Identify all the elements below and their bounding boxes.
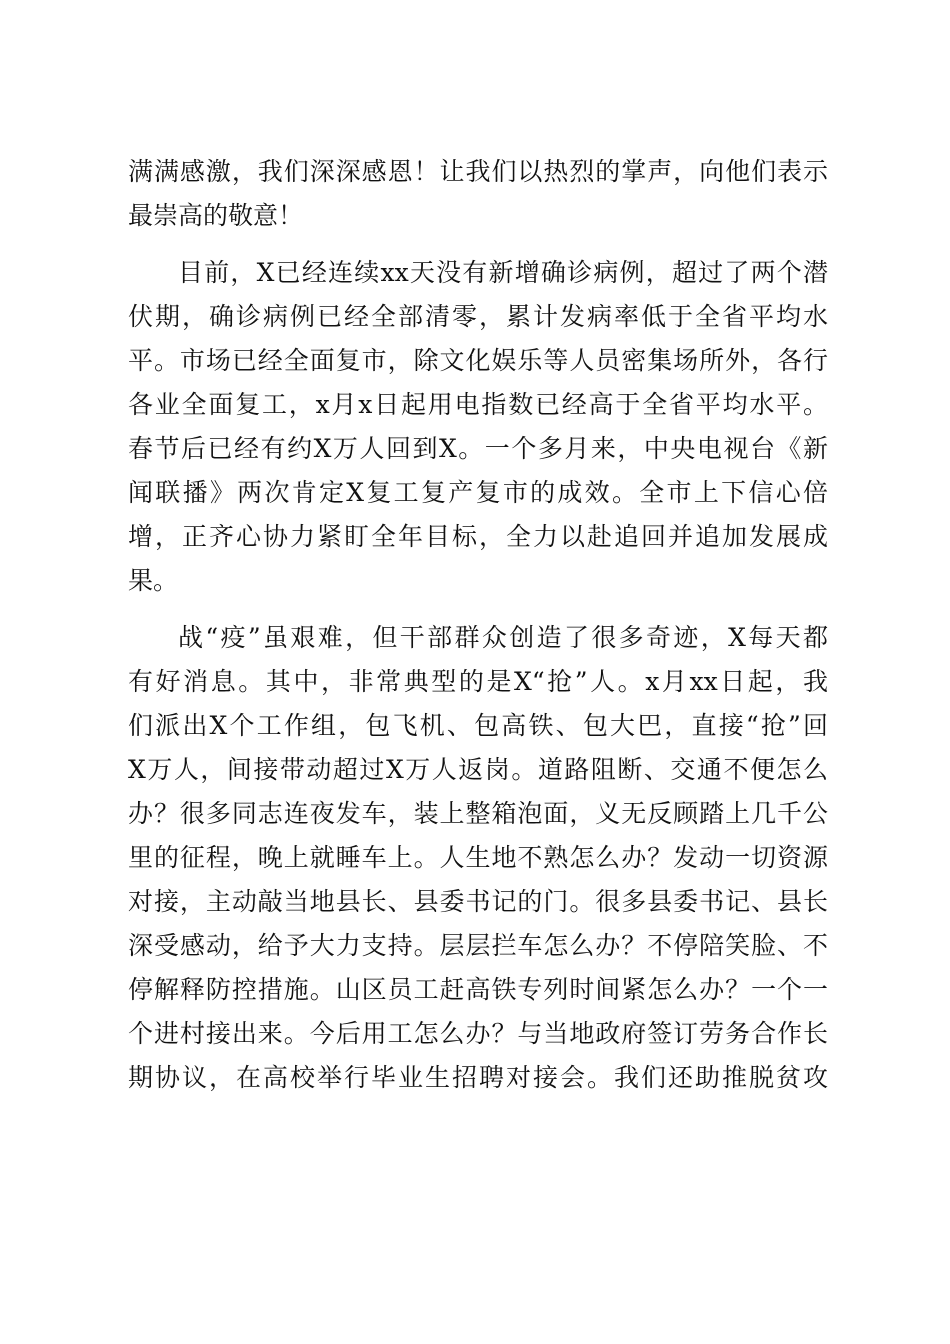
text-line: 各业全面复工，x月x日起用电指数已经高于全省平均水平。: [128, 390, 828, 419]
text-line: 伏期，确诊病例已经全部清零，累计发病率低于全省平均水: [128, 302, 828, 331]
paragraph-1: [128, 150, 828, 238]
text-line: X万人，间接带动超过X万人返岗。道路阻断、交通不便怎么: [128, 755, 828, 784]
text-line: 里的征程，晚上就睡车上。人生地不熟怎么办？发动一切资源: [128, 843, 828, 872]
text-line: 深受感动，给予大力支持。层层拦车怎么办？不停陪笑脸、不: [128, 931, 828, 960]
text-line: 果。: [128, 566, 179, 595]
body-text: [128, 150, 828, 1100]
text-line: 们派出X个工作组，包飞机、包高铁、包大巴，直接“抢”回: [128, 711, 828, 740]
text-line: 期协议，在高校举行毕业生招聘对接会。我们还助推脱贫攻: [128, 1063, 828, 1092]
text-line: 个进村接出来。今后用工怎么办？与当地政府签订劳务合作长: [128, 1019, 828, 1048]
text-line: 最崇高的敬意！: [128, 201, 304, 230]
text-line: 对接，主动敲当地县长、县委书记的门。很多县委书记、县长: [128, 887, 828, 916]
paragraph-2: [128, 251, 828, 603]
text-line: 停解释防控措施。山区员工赶高铁专列时间紧怎么办？一个一: [128, 975, 828, 1004]
text-line: 满满感激，我们深深感恩！让我们以热烈的掌声，向他们表示: [128, 157, 828, 186]
text-line: 春节后已经有约X万人回到X。一个多月来，中央电视台《新: [128, 434, 828, 463]
text-line: 办？很多同志连夜发车，装上整箱泡面，义无反顾踏上几千公: [128, 799, 828, 828]
text-line: 有好消息。其中，非常典型的是X“抢”人。x月xx日起，我: [128, 667, 828, 696]
paragraph-3: [128, 616, 828, 1100]
text-line: 战“疫”虽艰难，但干部群众创造了很多奇迹，X每天都: [178, 623, 828, 652]
text-line: 平。市场已经全面复市，除文化娱乐等人员密集场所外，各行: [128, 346, 828, 375]
text-line: 闻联播》两次肯定X复工复产复市的成效。全市上下信心倍: [128, 478, 828, 507]
text-line: 目前，X已经连续xx天没有新增确诊病例，超过了两个潜: [178, 258, 828, 287]
text-line: 增，正齐心协力紧盯全年目标，全力以赴追回并追加发展成: [128, 522, 828, 551]
